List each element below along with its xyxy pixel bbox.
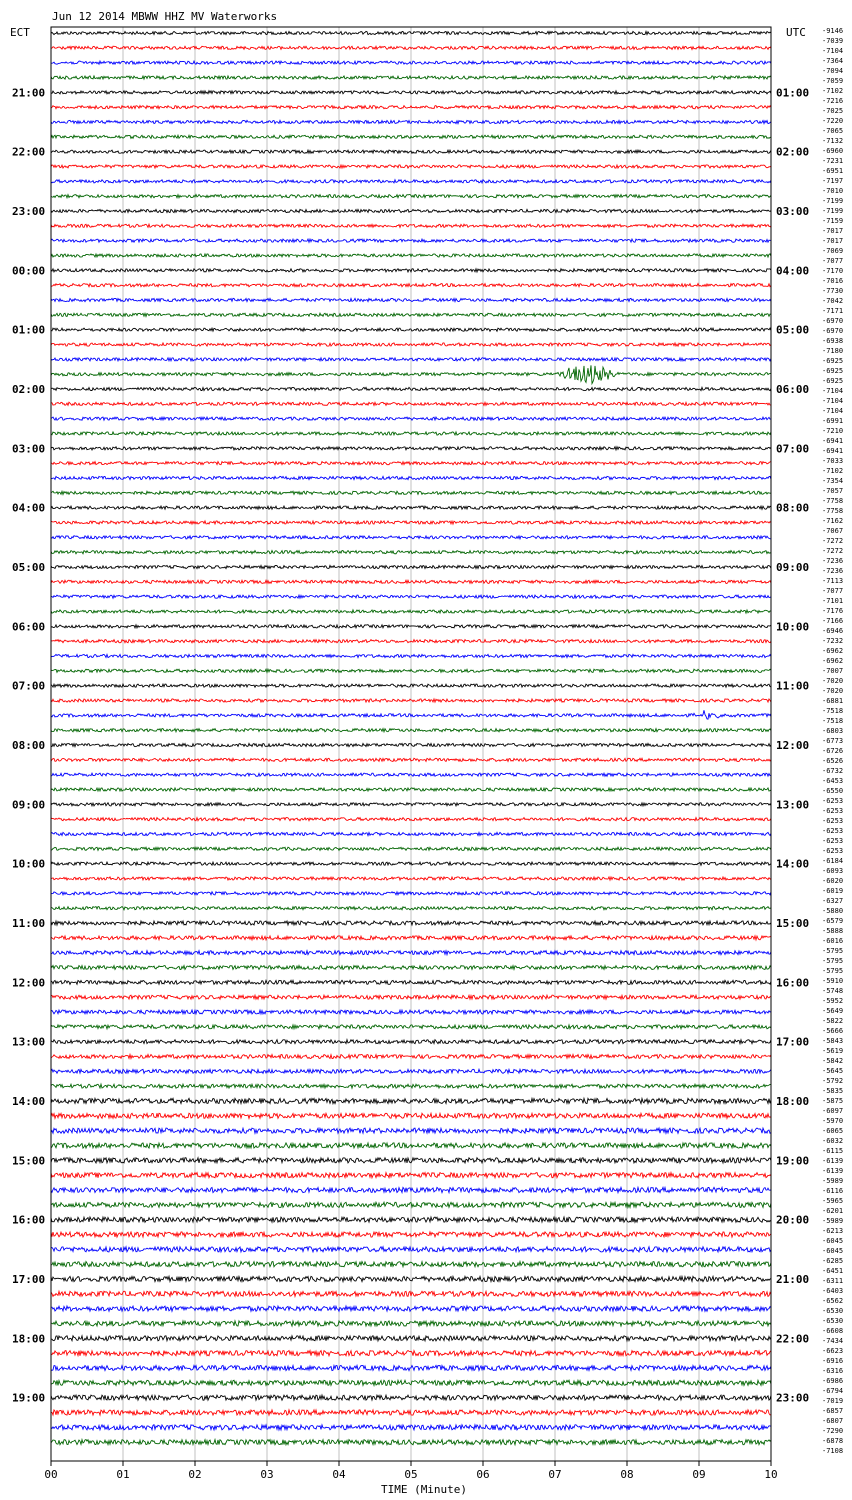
trace-offset-label: -5989 <box>822 1177 844 1185</box>
left-hour-label: 21:00 <box>12 86 46 100</box>
trace-offset-label: -7016 <box>822 277 844 285</box>
trace-offset-label: -7199 <box>822 207 844 215</box>
left-hour-label: 19:00 <box>12 1391 46 1405</box>
trace-offset-label: -6316 <box>822 1367 844 1375</box>
trace-offset-label: -6960 <box>822 147 844 155</box>
trace-offset-label: -6045 <box>822 1247 844 1255</box>
trace-offset-label: -7104 <box>822 407 844 415</box>
trace-offset-label: -7290 <box>822 1427 844 1435</box>
trace-offset-label: -7159 <box>822 217 844 225</box>
left-hour-label: 13:00 <box>12 1035 46 1049</box>
trace-offset-label: -7108 <box>822 1447 844 1455</box>
trace-offset-label: -6916 <box>822 1357 844 1365</box>
left-hour-label: 15:00 <box>12 1154 46 1168</box>
trace-offset-label: -7231 <box>822 157 844 165</box>
right-hour-label: 07:00 <box>776 442 810 456</box>
trace-offset-label: -5645 <box>822 1067 844 1075</box>
trace-offset-label: -6253 <box>822 797 844 805</box>
trace-offset-label: -7033 <box>822 457 844 465</box>
right-hour-label: 02:00 <box>776 145 810 159</box>
trace-offset-label: -5792 <box>822 1077 844 1085</box>
trace-offset-label: -7102 <box>822 87 844 95</box>
right-hour-label: 03:00 <box>776 205 810 218</box>
trace-offset-label: -7272 <box>822 547 844 555</box>
trace-offset-label: -6530 <box>822 1317 844 1325</box>
trace-offset-label: -5748 <box>822 987 844 995</box>
trace-offset-label: -7220 <box>822 117 844 125</box>
trace-offset-label: -6938 <box>822 337 844 345</box>
left-hour-label: 14:00 <box>12 1095 46 1108</box>
trace-offset-label: -7020 <box>822 677 844 685</box>
trace-offset-label: -6562 <box>822 1297 844 1305</box>
trace-offset-label: -6925 <box>822 357 844 365</box>
trace-offset-label: -6451 <box>822 1267 844 1275</box>
left-hour-label: 12:00 <box>12 976 46 990</box>
trace-offset-label: -6550 <box>822 787 844 795</box>
trace-offset-label: -6253 <box>822 837 844 845</box>
right-hour-label: 19:00 <box>776 1154 810 1168</box>
left-hour-label: 09:00 <box>12 798 46 812</box>
trace-offset-label: -5970 <box>822 1117 844 1125</box>
left-hour-label: 05:00 <box>12 561 46 574</box>
left-hour-label: 18:00 <box>12 1332 46 1346</box>
trace-offset-label: -6065 <box>822 1127 844 1135</box>
trace-offset-label: -5795 <box>822 967 844 975</box>
left-hour-label: 02:00 <box>12 383 46 396</box>
trace-offset-label: -7010 <box>822 187 844 195</box>
trace-offset-label: -6878 <box>822 1437 844 1445</box>
trace-offset-label: -6184 <box>822 857 844 865</box>
x-tick-label: 03 <box>260 1468 274 1481</box>
trace-offset-label: -5910 <box>822 977 844 985</box>
trace-offset-label: -6970 <box>822 327 844 335</box>
trace-offset-label: -6991 <box>822 417 844 425</box>
trace-offset-labels <box>822 27 843 1455</box>
trace-offset-label: -7059 <box>822 77 844 85</box>
trace-offset-label: -5842 <box>822 1057 844 1065</box>
trace-offset-label: -7017 <box>822 237 844 245</box>
trace-offset-label: -7020 <box>822 687 844 695</box>
x-tick-label: 04 <box>332 1468 346 1481</box>
x-tick-label: 08 <box>620 1468 634 1481</box>
trace-offset-label: -6403 <box>822 1287 844 1295</box>
trace-offset-label: -6579 <box>822 917 844 925</box>
trace-offset-label: -7197 <box>822 177 844 185</box>
trace-offset-label: -6726 <box>822 747 844 755</box>
trace-offset-label: -7758 <box>822 507 844 515</box>
trace-offset-label: -7039 <box>822 37 844 45</box>
left-hour-label: 23:00 <box>12 205 46 218</box>
right-hour-label: 11:00 <box>776 679 810 693</box>
right-hour-label: 21:00 <box>776 1273 810 1286</box>
trace-offset-label: -6608 <box>822 1327 844 1335</box>
trace-offset-label: -7057 <box>822 487 844 495</box>
trace-offset-label: -7216 <box>822 97 844 105</box>
trace-offset-label: -7730 <box>822 287 844 295</box>
x-tick-label: 09 <box>692 1468 706 1481</box>
trace-offset-label: -5843 <box>822 1037 844 1045</box>
left-hour-label: 16:00 <box>12 1213 46 1227</box>
trace-offset-label: -6970 <box>822 317 844 325</box>
trace-offset-label: -7113 <box>822 577 844 585</box>
trace-offset-label: -6925 <box>822 377 844 385</box>
left-hour-label: 03:00 <box>12 442 46 456</box>
trace-offset-label: -7019 <box>822 1397 844 1405</box>
trace-offset-label: -7758 <box>822 497 844 505</box>
x-axis-label: TIME (Minute) <box>380 1483 468 1496</box>
trace-offset-label: -6941 <box>822 447 844 455</box>
trace-offset-label: -7232 <box>822 637 844 645</box>
trace-offset-label: -6139 <box>822 1157 844 1165</box>
trace-offset-label: -7166 <box>822 617 844 625</box>
trace-offset-label: -7354 <box>822 477 844 485</box>
right-hour-label: 18:00 <box>776 1095 810 1108</box>
trace-offset-label: -6020 <box>822 877 844 885</box>
trace-offset-label: -6311 <box>822 1277 844 1285</box>
trace-offset-label: -7042 <box>822 297 844 305</box>
right-hour-label: 04:00 <box>776 264 810 278</box>
left-hour-label: 11:00 <box>12 917 46 930</box>
trace-offset-label: -6732 <box>822 767 844 775</box>
trace-offset-label: -7017 <box>822 227 844 235</box>
right-hour-label: 16:00 <box>776 976 810 990</box>
right-hour-label: 01:00 <box>776 86 810 100</box>
trace-offset-label: -6807 <box>822 1417 844 1425</box>
trace-offset-label: -7067 <box>822 527 844 535</box>
left-hour-label: 07:00 <box>12 679 46 693</box>
x-tick-label: 01 <box>116 1468 130 1481</box>
chart-title: Jun 12 2014 MBWW HHZ MV Waterworks <box>52 10 278 23</box>
trace-offset-label: -5666 <box>822 1027 844 1035</box>
trace-offset-label: -5888 <box>822 927 844 935</box>
trace-offset-label: -5795 <box>822 947 844 955</box>
trace-offset-label: -6623 <box>822 1347 844 1355</box>
trace-offset-label: -7199 <box>822 197 844 205</box>
trace-offset-label: -6253 <box>822 827 844 835</box>
trace-offset-label: -9146 <box>822 27 844 35</box>
right-hour-label: 22:00 <box>776 1332 810 1346</box>
trace-offset-label: -5619 <box>822 1047 844 1055</box>
trace-offset-label: -7104 <box>822 397 844 405</box>
x-tick-label: 10 <box>764 1468 778 1481</box>
trace-offset-label: -6253 <box>822 807 844 815</box>
right-hour-labels <box>776 86 809 1404</box>
left-hour-label: 17:00 <box>12 1273 46 1286</box>
trace-offset-label: -7132 <box>822 137 844 145</box>
right-hour-label: 09:00 <box>776 561 810 574</box>
right-hour-label: 05:00 <box>776 323 810 337</box>
x-tick-label: 07 <box>548 1468 562 1481</box>
trace-offset-label: -6526 <box>822 757 844 765</box>
trace-offset-label: -7236 <box>822 567 844 575</box>
right-hour-label: 15:00 <box>776 917 810 930</box>
trace-offset-label: -7364 <box>822 57 844 65</box>
trace-offset-label: -7104 <box>822 47 844 55</box>
trace-offset-label: -7518 <box>822 707 844 715</box>
left-hour-label: 10:00 <box>12 857 46 871</box>
left-hour-label: 06:00 <box>12 620 46 634</box>
left-hour-label: 00:00 <box>12 264 46 278</box>
trace-offset-label: -6773 <box>822 737 844 745</box>
right-hour-label: 10:00 <box>776 620 810 634</box>
x-tick-label: 06 <box>476 1468 490 1481</box>
trace-offset-label: -6327 <box>822 897 844 905</box>
trace-offset-label: -6881 <box>822 697 844 705</box>
right-hour-label: 08:00 <box>776 501 810 515</box>
trace-offset-label: -6201 <box>822 1207 844 1215</box>
trace-offset-label: -6857 <box>822 1407 844 1415</box>
left-hour-label: 22:00 <box>12 145 46 159</box>
trace-offset-label: -7170 <box>822 267 844 275</box>
trace-offset-label: -5795 <box>822 957 844 965</box>
trace-offset-label: -6941 <box>822 437 844 445</box>
trace-offset-label: -7077 <box>822 587 844 595</box>
trace-offset-label: -7236 <box>822 557 844 565</box>
trace-offset-label: -7025 <box>822 107 844 115</box>
right-hour-label: 14:00 <box>776 857 810 871</box>
trace-offset-label: -7180 <box>822 347 844 355</box>
trace-offset-label: -5952 <box>822 997 844 1005</box>
trace-offset-label: -6962 <box>822 647 844 655</box>
trace-offset-label: -5989 <box>822 1217 844 1225</box>
trace-offset-label: -6115 <box>822 1147 844 1155</box>
trace-offset-label: -7094 <box>822 67 844 75</box>
trace-offset-label: -6794 <box>822 1387 844 1395</box>
trace-offset-label: -5875 <box>822 1097 844 1105</box>
trace-offset-label: -6097 <box>822 1107 844 1115</box>
trace-offset-label: -6962 <box>822 657 844 665</box>
trace-offset-label: -6951 <box>822 167 844 175</box>
trace-offset-label: -7176 <box>822 607 844 615</box>
trace-offset-label: -7007 <box>822 667 844 675</box>
left-hour-labels <box>12 86 45 1404</box>
trace-offset-label: -6453 <box>822 777 844 785</box>
trace-offset-label: -7434 <box>822 1337 844 1345</box>
trace-offset-label: -6803 <box>822 727 844 735</box>
trace-offset-label: -5965 <box>822 1197 844 1205</box>
trace-offset-label: -5649 <box>822 1007 844 1015</box>
trace-offset-label: -6986 <box>822 1377 844 1385</box>
trace-offset-label: -6016 <box>822 937 844 945</box>
trace-offset-label: -6253 <box>822 817 844 825</box>
right-hour-label: 17:00 <box>776 1035 810 1049</box>
trace-offset-label: -6032 <box>822 1137 844 1145</box>
right-timezone-label: UTC <box>786 26 806 39</box>
x-axis <box>44 1461 777 1481</box>
trace-offset-label: -6530 <box>822 1307 844 1315</box>
trace-offset-label: -5822 <box>822 1017 844 1025</box>
trace-offset-label: -7210 <box>822 427 844 435</box>
trace-offset-label: -7077 <box>822 257 844 265</box>
trace-offset-label: -7518 <box>822 717 844 725</box>
left-hour-label: 08:00 <box>12 739 46 752</box>
right-hour-label: 12:00 <box>776 739 810 752</box>
trace-offset-label: -6285 <box>822 1257 844 1265</box>
right-hour-label: 06:00 <box>776 383 810 396</box>
trace-offset-label: -7171 <box>822 307 844 315</box>
trace-offset-label: -5835 <box>822 1087 844 1095</box>
trace-offset-label: -6093 <box>822 867 844 875</box>
trace-offset-label: -6213 <box>822 1227 844 1235</box>
trace-offset-label: -6116 <box>822 1187 844 1195</box>
trace-offset-label: -6253 <box>822 847 844 855</box>
right-hour-label: 13:00 <box>776 798 810 812</box>
trace-offset-label: -7104 <box>822 387 844 395</box>
trace-offset-label: -5880 <box>822 907 844 915</box>
x-tick-label: 00 <box>44 1468 58 1481</box>
trace-offset-label: -6139 <box>822 1167 844 1175</box>
left-timezone-label: ECT <box>10 26 30 39</box>
trace-offset-label: -6925 <box>822 367 844 375</box>
x-tick-label: 05 <box>404 1468 418 1481</box>
trace-offset-label: -7162 <box>822 517 844 525</box>
left-hour-label: 04:00 <box>12 501 46 515</box>
trace-offset-label: -6946 <box>822 627 844 635</box>
trace-offset-label: -7272 <box>822 537 844 545</box>
right-hour-label: 23:00 <box>776 1391 810 1405</box>
right-hour-label: 20:00 <box>776 1213 810 1227</box>
trace-offset-label: -6019 <box>822 887 844 895</box>
trace-offset-label: -7069 <box>822 247 844 255</box>
trace-offset-label: -7065 <box>822 127 844 135</box>
x-tick-label: 02 <box>188 1468 202 1481</box>
trace-offset-label: -6045 <box>822 1237 844 1245</box>
left-hour-label: 01:00 <box>12 323 46 337</box>
trace-offset-label: -7101 <box>822 597 844 605</box>
trace-offset-label: -7102 <box>822 467 844 475</box>
